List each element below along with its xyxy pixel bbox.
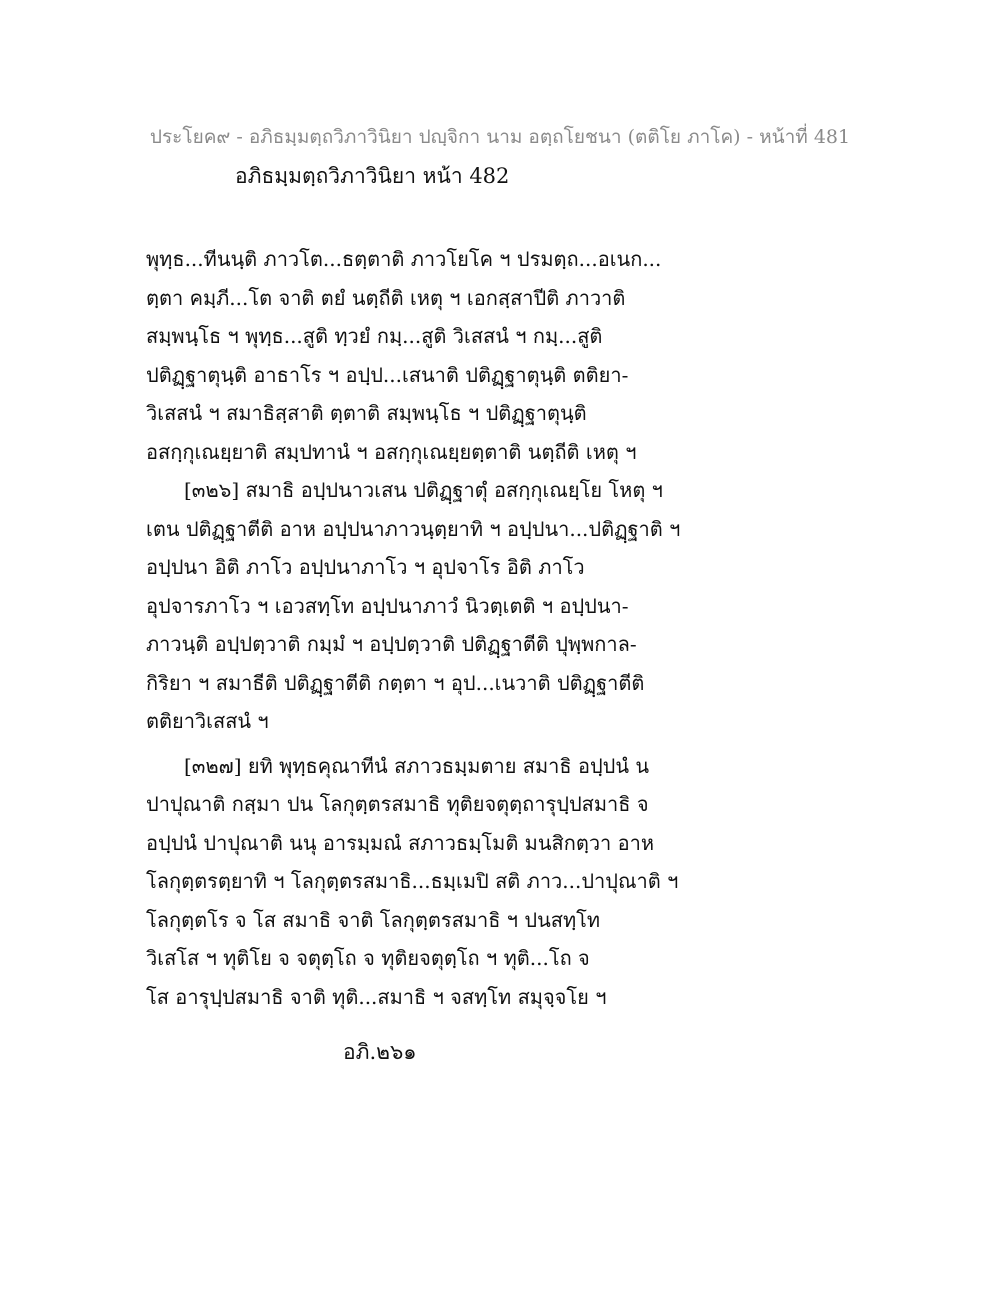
running-header: ประโยค๙ - อภิธมฺมตฺถวิภาวินิยา ปญฺจิกา นาม อตฺถโยชนา (ตติโย ภาโค) - หน้าที่ 481 xyxy=(149,126,851,148)
text-line: วิเสโส ฯ ทุติโย จ จตุตฺโถ จ ทุติยจตุตฺโถ ฯ ทุติ...โถ จ xyxy=(146,946,590,970)
text-line: พุทฺธ...ทีนนฺติ ภาวโต...ธตฺตาติ ภาวโยโค ฯ ปรมตฺถ...อเนก... xyxy=(146,247,662,271)
page-title: อภิธมฺมตฺถวิภาวินิยา หน้า 482 xyxy=(235,164,510,188)
text-line: โลกุตฺตโร จ โส สมาธิ จาติ โลกุตฺตรสมาธิ ฯ ปนสทฺโท xyxy=(146,907,601,932)
paragraph-326 xyxy=(146,471,706,741)
text-line: วิเสสนํ ฯ สมาธิสฺสาติ ตฺตาติ สมฺพนฺโธ ฯ ปติฏฺฐาตุนฺติ xyxy=(146,401,587,425)
text-line: โส อารุปฺปสมาธิ จาติ ทุติ...สมาธิ ฯ จสทฺโท สมุจฺจโย ฯ xyxy=(146,984,607,1009)
body-text xyxy=(146,240,706,1016)
text-line: กิริยา ฯ สมาธีติ ปติฏฺฐาตีติ กตฺตา ฯ อุป...เนวาติ ปติฏฺฐาตีติ xyxy=(146,670,645,695)
text-line: อปฺปนา อิติ ภาโว อปฺปนาภาโว ฯ อุปจาโร อิติ ภาโว xyxy=(146,555,585,579)
text-line: ตติยาวิเสสนํ ฯ xyxy=(146,709,269,733)
text-line: ตฺตา คมฺภี...โต จาติ ตยํ นตฺถีติ เหตุ ฯ เอกสฺสาปีติ ภาวาติ xyxy=(146,285,626,310)
text-line: อสกฺกุเณยฺยาติ สมฺปทานํ ฯ อสกฺกุเณยฺยตฺตาติ นตฺถีติ เหตุ ฯ xyxy=(146,439,637,464)
page-footer: อภิ.๒๖๑ xyxy=(343,1040,417,1064)
text-line: ภาวนฺติ อปฺปตฺวาติ กมฺมํ ฯ อปฺปตฺวาติ ปติฏฺฐาตีติ ปุพฺพกาล- xyxy=(146,632,637,656)
text-line: อปฺปนํ ปาปุณาติ นนุ อารมฺมณํ สภาวธมฺโมติ มนสิกตฺวา อาห xyxy=(146,830,655,855)
text-line: ปาปุณาติ กสฺมา ปน โลกุตฺตรสมาธิ ทุติยจตุตฺถารุปฺปสมาธิ จ xyxy=(146,792,649,816)
paragraph-327 xyxy=(146,747,706,1017)
paragraph-1 xyxy=(146,240,706,471)
text-line: โลกุตฺตรตฺยาทิ ฯ โลกุตฺตรสมาธิ...ธมฺเมปิ สติ ภาว...ปาปุณาติ ฯ xyxy=(146,869,679,893)
text-line: สมฺพนฺโธ ฯ พุทฺธ...สูติ ทฺวยํ กมฺ...สูติ วิเสสนํ ฯ กมฺ...สูติ xyxy=(146,324,603,348)
text-line: [๓๒๗] ยทิ พุทฺธคุณาทีนํ สภาวธมฺมตาย สมาธิ อปฺปนํ น xyxy=(184,753,650,778)
text-line: ปติฏฺฐาตุนฺติ อาธาโร ฯ อปฺป...เสนาติ ปติฏฺฐาตุนฺติ ตติยา- xyxy=(146,362,629,387)
text-line: เตน ปติฏฺฐาตีติ อาห อปฺปนาภาวนฺตฺยาทิ ฯ อปฺปนา...ปติฏฺฐาติ ฯ xyxy=(146,516,681,541)
text-line: อุปจารภาโว ฯ เอวสทฺโท อปฺปนาภาวํ นิวตฺเตติ ฯ อปฺปนา- xyxy=(146,593,629,618)
text-line: [๓๒๖] สมาธิ อปฺปนาวเสน ปติฏฺฐาตุํ อสกฺกุเณยฺโย โหตุ ฯ xyxy=(184,478,663,502)
